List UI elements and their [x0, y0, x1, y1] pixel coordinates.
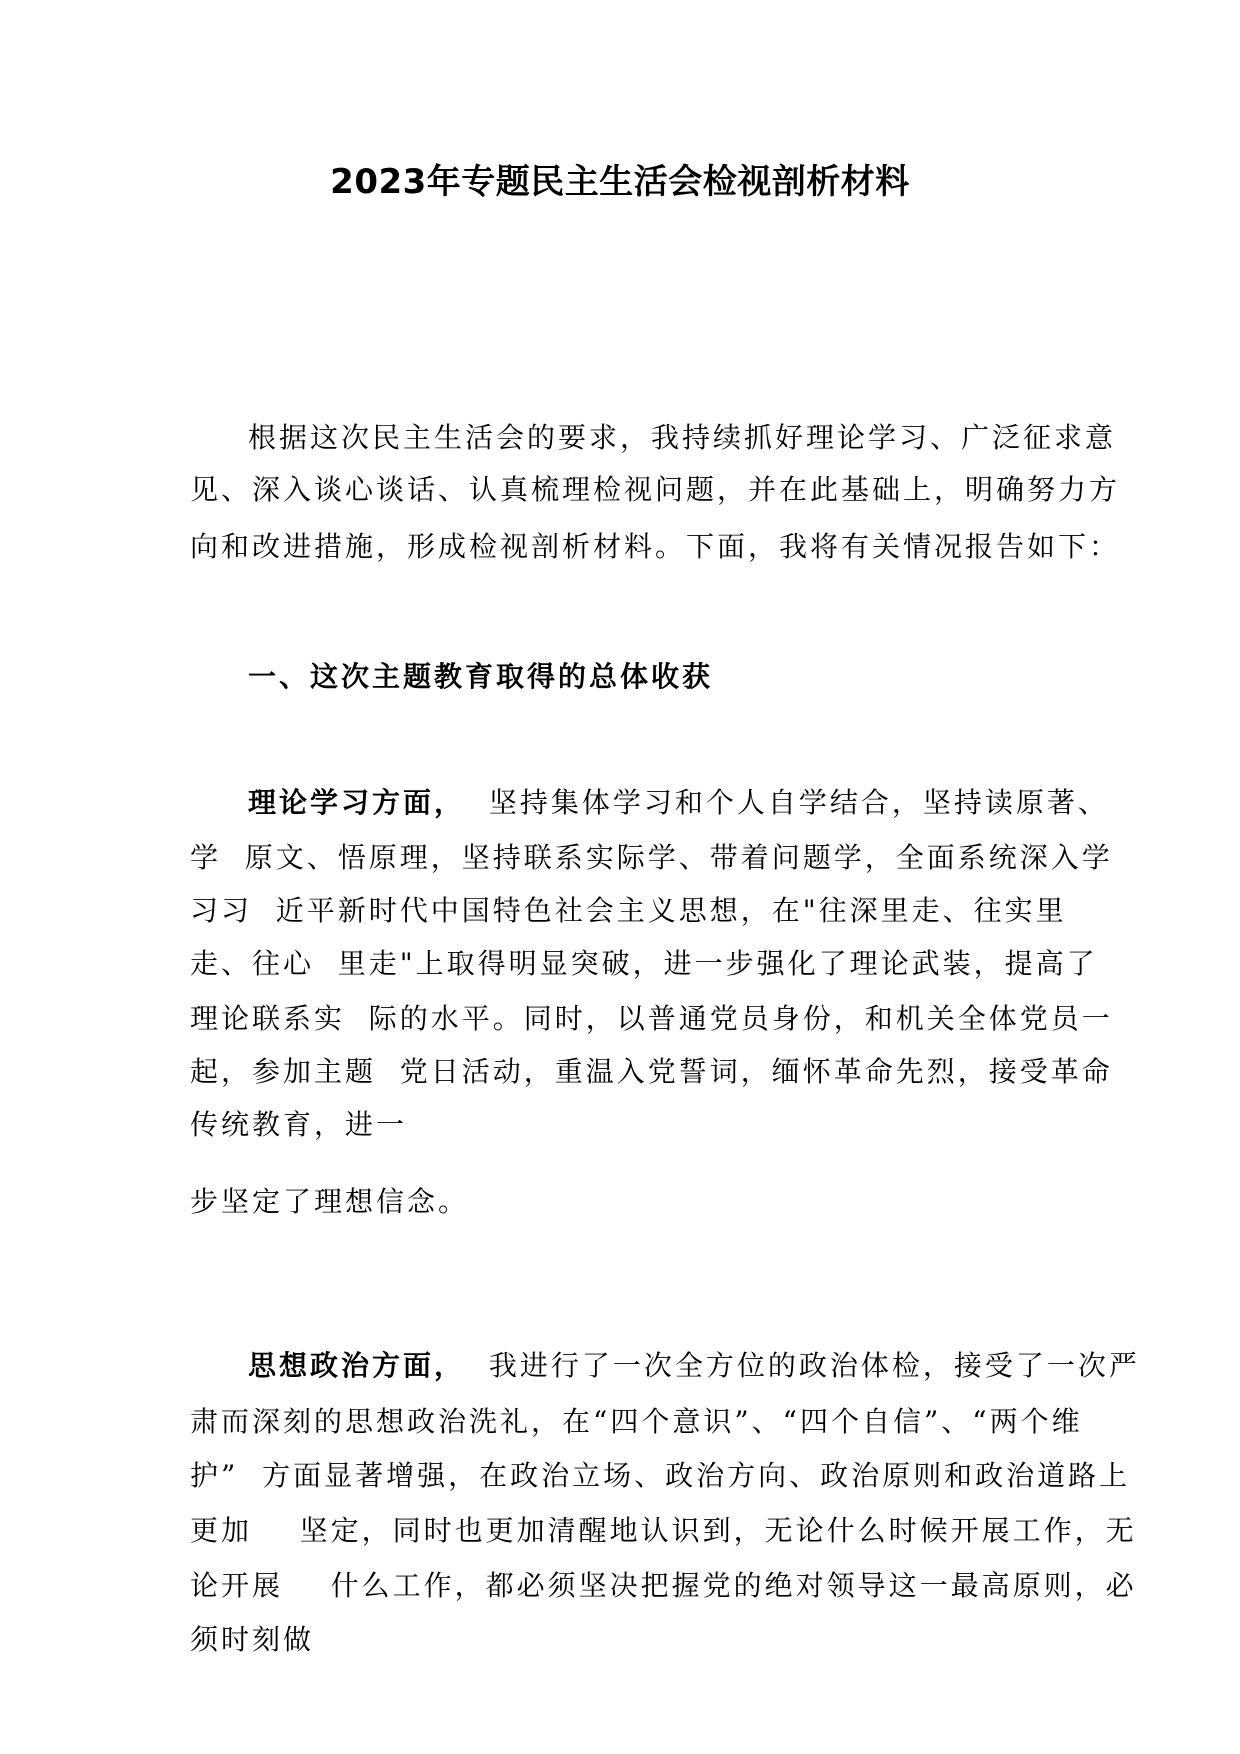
theory-line-2: 学 原文、悟原理，坚持联系实际学、带着问题学，全面系统深入学 [190, 841, 1113, 874]
theory-line-8: 步坚定了理想信念。 [190, 1185, 470, 1218]
section-heading: 一、这次主题教育取得的总体收获 [248, 660, 714, 693]
theory-line-3: 习习 近平新时代中国特色社会主义思想，在"往深里走、往实里 [190, 894, 1067, 927]
theory-line-7: 传统教育，进一 [190, 1108, 408, 1141]
politics-line-1 [248, 1346, 1140, 1386]
politics-line-2: 肃而深刻的思想政治洗礼，在“四个意识”、“四个自信”、“两个维 [190, 1405, 1083, 1438]
theory-line-5: 理论联系实 际的水平。同时，以普通党员身份，和机关全体党员一 [190, 1002, 1113, 1035]
intro-line-2: 见、深入谈心谈话、认真梳理检视问题，并在此基础上，明确努力方 [190, 473, 1121, 506]
theory-text-1: 坚持集体学习和个人自学结合，坚持读原著、 [488, 786, 1109, 819]
politics-line-6: 须时刻做 [190, 1623, 315, 1656]
theory-line-6: 起，参加主题 党日活动，重温入党誓词，缅怀革命先烈，接受革命 [190, 1055, 1113, 1088]
theory-lead: 理论学习方面， [248, 786, 466, 819]
politics-line-3: 护” 方面显著增强，在政治立场、政治方向、政治原则和政治道路上 [190, 1459, 1131, 1492]
politics-line-4: 更加 坚定，同时也更加清醒地认识到，无论什么时候开展工作，无 [190, 1514, 1137, 1547]
politics-lead: 思想政治方面， [248, 1349, 466, 1382]
politics-text-1: 我进行了一次全方位的政治体检，接受了一次严 [488, 1349, 1140, 1382]
theory-line-1 [248, 783, 1109, 823]
document-title: 2023年专题民主生活会检视剖析材料 [330, 162, 910, 202]
politics-line-5: 论开展 什么工作，都必须坚决把握党的绝对领导这一最高原则，必 [190, 1569, 1137, 1602]
intro-line-1: 根据这次民主生活会的要求，我持续抓好理论学习、广泛征求意 [248, 421, 1117, 454]
theory-line-4: 走、往心 里走"上取得明显突破，进一步强化了理论武装，提高了 [190, 947, 1098, 980]
intro-line-3: 向和改进措施，形成检视剖析材料。下面，我将有关情况报告如下： [190, 530, 1121, 563]
